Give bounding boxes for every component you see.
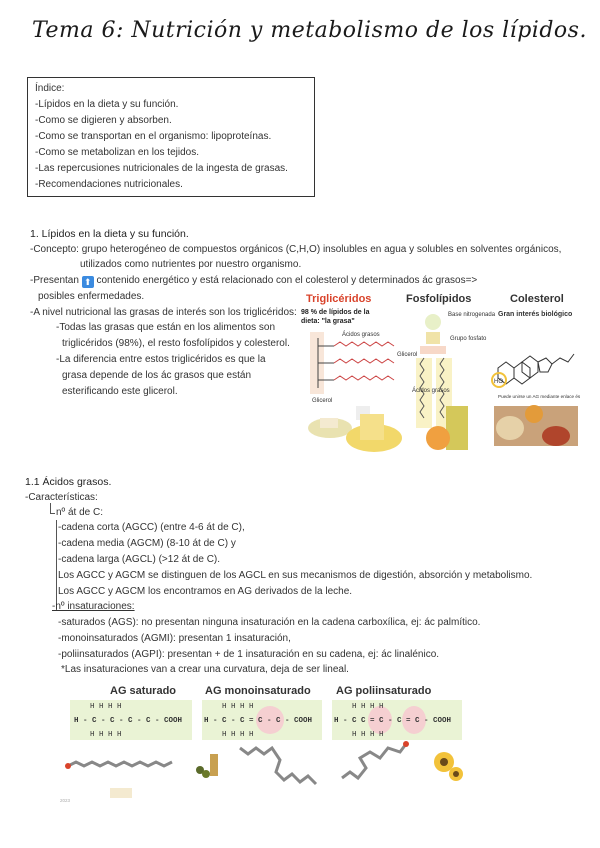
index-item: -Como se digieren y absorben. [35,115,172,126]
section1-presentan-rest: contenido energético y está relacionado con el colesterol y determinados ác grasos=> [96,275,478,286]
mono-h-top: H H H H [222,703,254,711]
section1-line: grasa depende de los ác grasos que están [62,370,252,381]
poli-h-top: H H H H [352,703,384,711]
cholesterol-diagram [492,311,580,399]
section11-line: -cadena larga (AGCL) (>12 át de C). [58,554,221,565]
oil-bottle-photo [196,754,218,778]
col-ho-label: HO [494,379,503,385]
section1-line: -Todas las grasas que están en los alimentos son [56,322,276,333]
mono-h-bottom: H H H H [222,731,254,739]
index-item: -Las repercusiones nutricionales de la ingesta de grasas. [35,163,288,174]
tree-connector [50,503,51,513]
section11-line: -cadena corta (AGCC) (entre 4-6 át de C), [58,522,245,533]
polyunsaturated-molecule [342,741,409,778]
section1-heading: 1. Lípidos en la dieta y su función. [30,228,189,240]
sunflower-photo [434,752,463,781]
monounsaturated-molecule [240,748,316,784]
fatty-acids-figure [60,682,470,804]
section1-line: -A nivel nutricional las grasas de interés son los triglicéridos: [30,307,297,318]
section11-line: -Características: [25,492,98,503]
section1-line: posibles enfermedades. [38,291,145,302]
page-title: Tema 6: Nutrición y metabolismo de los lípidos. [32,18,587,43]
section11-heading: 1.1 Ácidos grasos. [25,476,112,488]
trig-glicerol-label: Glicerol [312,398,333,404]
section1-line: utilizados como nutrientes por nuestro organismo. [80,259,302,270]
index-item: -Lípidos en la dieta y su función. [35,99,179,110]
col-sub: Puede unirse un AG mediante enlace éster [498,394,580,399]
poli-chain: H - C C = C - C = C - COOH [334,717,452,725]
section11-line: -monoinsaturados (AGMI): presentan 1 insaturación, [58,633,291,644]
section1-line: esterificando este glicerol. [62,386,178,397]
col-note: Gran interés biológico [498,311,573,318]
trig-title: Triglicéridos [306,293,372,305]
mono-chain: H - C - C = C - C - COOH [204,717,313,725]
index-item: -Como se metabolizan en los tejidos. [35,147,199,158]
section11-line: *Las insaturaciones van a crear una curvatura, deja de ser lineal. [61,664,349,675]
lipids-figure-svg [298,288,580,468]
fosfo-title: Fosfolípidos [406,293,472,305]
lipids-figure [298,288,580,468]
sat-h-top: H H H H [90,703,122,711]
section1-line: triglicéridos (98%), el resto fosfolípidos y colesterol. [62,338,290,349]
section1-line: -La diferencia entre estos triglicéridos es que la [56,354,266,365]
index-item: -Recomendaciones nutricionales. [35,179,183,190]
poli-title: AG poliinsaturado [336,685,432,697]
mono-title: AG monoinsaturado [205,685,311,697]
sat-title: AG saturado [110,685,177,697]
index-box [27,77,315,197]
fosfo-grupo-label: Grupo fosfato [450,336,487,342]
section11-line: -poliinsaturados (AGPI): presentan + de 1 insaturación en su cadena, ej: ác linalénico. [58,649,440,660]
trig-acidos-label: Ácidos grasos [342,332,380,338]
saturated-molecule [65,762,172,769]
sat-h-bottom: H H H H [90,731,122,739]
section1-line [30,273,477,289]
tree-connector [56,520,57,610]
section11-line: nº át de C: [56,507,104,518]
trig-note-2: dieta: "la grasa" [301,318,355,325]
section11-line: -nº insaturaciones: [52,601,135,612]
section11-line: -cadena media (AGCM) (8-10 át de C) y [58,538,236,549]
trig-note-1: 98 % de lípidos de la [301,309,370,316]
fosfo-base-label: Base nitrogenada [448,312,496,318]
fosfo-acidos-label: Ácidos grasos [412,388,450,394]
butter-photo [110,788,132,798]
section11-line: Los AGCC y AGCM los encontramos en AG derivados de la leche. [58,586,353,597]
section11-line: Los AGCC y AGCM se distinguen de los AGCL en sus mecanismos de digestión, absorción y metabolismo. [58,570,533,581]
section1-presentan: -Presentan [30,275,79,286]
fosfo-glicerol-label: Glicerol [397,352,418,358]
sat-chain: H - C - C - C - C - COOH [74,717,183,725]
section11-line: -saturados (AGS): no presentan ninguna insaturación en la cadena carboxílica, ej: ác palmítico. [58,617,481,628]
corner-mark: 2023 [60,798,71,803]
index-heading: Índice: [35,83,65,94]
section1-line: -Concepto: grupo heterogéneo de compuestos orgánicos (C,H,O) insolubles en agua y solubles en solventes orgánicos, [30,244,562,255]
fatty-acids-figure-svg [60,682,470,804]
index-item: -Como se transportan en el organismo: lipoproteínas. [35,131,272,142]
tree-connector [50,513,55,514]
col-title: Colesterol [510,293,564,305]
triglyceride-diagram [310,331,394,404]
poli-h-bottom: H H H H [352,731,384,739]
up-arrow-icon: ⬆ [82,276,94,288]
